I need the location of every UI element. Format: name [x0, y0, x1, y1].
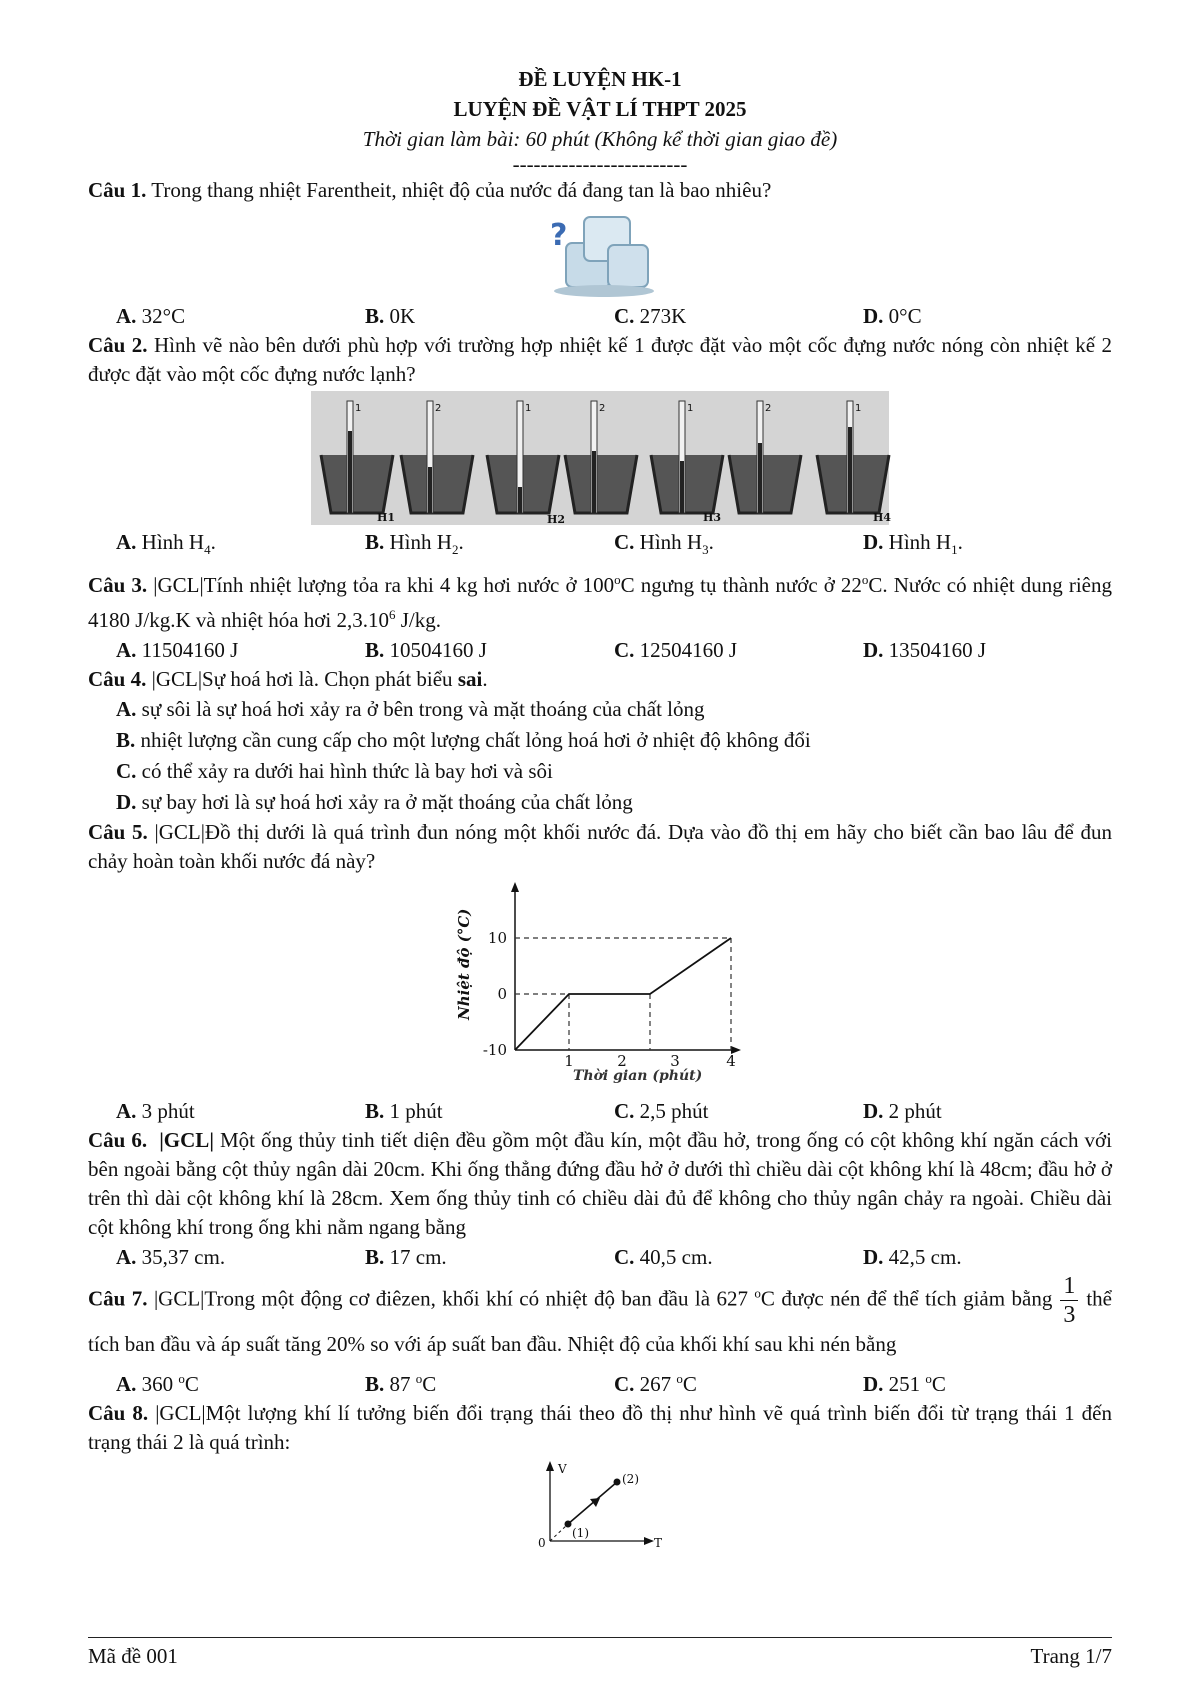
- thermo-label: 1: [525, 403, 532, 414]
- footer-divider: [88, 1637, 1112, 1638]
- option-subscript: 1: [951, 542, 958, 558]
- question-4: [88, 665, 1112, 694]
- y-axis-arrow-icon: [511, 882, 519, 892]
- option-text: sự bay hơi là sự hoá hơi xảy ra ở mặt thoáng của chất lỏng: [136, 790, 633, 815]
- option-label: C.: [614, 530, 635, 554]
- question-text: Một ống thủy tinh tiết diện đều gồm một đầu kín, một đầu hở, trong ống có cột không khí ngăn cách với bên ngoài bằng cột thủy ngân dài 20cm. Khi ống thẳng đứng đầu hở ở dưới thì chiều dài cột không khí là 48cm; đầu hở ở trên thì dài cột không khí là 28cm. Xem ống thủy tinh có chiều dài đủ để không cho thủy ngân chảy ra ngoài. Chiều dài cột không khí trong ống khi nằm ngang bằng: [88, 1128, 1112, 1240]
- option-end: .: [210, 530, 216, 554]
- exam-title: ĐỀ LUYỆN HK-1: [518, 67, 682, 91]
- option-text: sự sôi là sự hoá hơi xảy ra ở bên trong và mặt thoáng của chất lỏng: [136, 697, 705, 722]
- option-label: B.: [365, 1099, 385, 1124]
- option-text: 267: [634, 1372, 677, 1397]
- option-text: 251: [883, 1372, 926, 1397]
- question-number: Câu 3.: [88, 573, 148, 598]
- option-label: A.: [116, 304, 137, 328]
- vt-graph-figure: [88, 1461, 1112, 1551]
- option-label: B.: [365, 1372, 385, 1397]
- question-2: [88, 331, 1112, 389]
- option-label: D.: [863, 1372, 884, 1397]
- svg-text:?: ?: [550, 218, 568, 253]
- option-text: 1 phút: [384, 1099, 443, 1124]
- option-label: B.: [365, 530, 385, 554]
- exam-time: Thời gian làm bài: 60 phút (Không kể thời gian giao đề): [362, 127, 838, 151]
- state-label-1: (1): [572, 1526, 589, 1541]
- thermo-label: 1: [855, 403, 862, 414]
- question-text: |GCL|Sự hoá hơi là. Chọn phát biểu: [146, 667, 458, 692]
- option-c[interactable]: [614, 1096, 863, 1126]
- page-number: Trang 1/7: [1030, 1644, 1112, 1668]
- question-7: [88, 1272, 1112, 1360]
- option-text: 0K: [384, 304, 416, 328]
- option-d[interactable]: [863, 1364, 1112, 1399]
- question-8: [88, 1399, 1112, 1457]
- option-c[interactable]: [614, 1364, 863, 1399]
- vt-graph: [530, 1461, 670, 1551]
- option-d[interactable]: [863, 635, 1112, 665]
- fraction: [1060, 1272, 1078, 1329]
- superscript: o: [614, 572, 621, 588]
- question-3: [88, 565, 1112, 635]
- y-tick-label: -10: [482, 1041, 507, 1060]
- option-label: D.: [863, 530, 884, 554]
- y-tick-label: 10: [487, 929, 507, 948]
- option-label: D.: [863, 1099, 884, 1124]
- option-end: C: [422, 1372, 437, 1397]
- question-5: [88, 818, 1112, 876]
- option-label: C.: [614, 1372, 635, 1397]
- question-6: [88, 1126, 1112, 1242]
- thermo-label: 1: [687, 403, 694, 414]
- question-number: Câu 7.: [88, 1286, 148, 1311]
- question-1: [88, 176, 1112, 205]
- x-tick-label: 4: [726, 1052, 736, 1071]
- exam-header: [88, 64, 1112, 174]
- option-c[interactable]: [614, 635, 863, 665]
- heating-graph-figure: [88, 880, 1112, 1096]
- option-label: A.: [116, 697, 137, 722]
- option-end: C: [931, 1372, 946, 1397]
- option-a[interactable]: [116, 1096, 365, 1126]
- header-divider: -------------------------: [512, 152, 688, 176]
- option-b[interactable]: [365, 527, 614, 565]
- option-b[interactable]: [365, 1364, 614, 1399]
- question-text: J/kg.: [395, 608, 442, 633]
- option-text: 13504160 J: [883, 638, 987, 663]
- superscript: o: [676, 1371, 683, 1387]
- figure-label-h2: H2: [547, 513, 566, 526]
- question-text: Hình vẽ nào bên dưới phù hợp với trường hợp nhiệt kế 1 được đặt vào một cốc đựng nước nóng còn nhiệt kế 2 được đặt vào một cốc đựng nước lạnh?: [88, 333, 1112, 386]
- option-label: D.: [116, 790, 137, 815]
- option-end: .: [957, 530, 963, 554]
- option-a[interactable]: [116, 1364, 365, 1399]
- state-point-1: [565, 1521, 572, 1528]
- option-label: A.: [116, 1245, 137, 1270]
- temperature-series-line: [515, 938, 731, 1050]
- option-text: có thể xảy ra dưới hai hình thức là bay hơi và sôi: [136, 759, 553, 784]
- option-text: 17 cm.: [384, 1245, 447, 1270]
- thermo-label: 2: [435, 403, 442, 414]
- question-3-options: [88, 635, 1112, 665]
- extension-line: [550, 1524, 568, 1541]
- fraction-denominator: 3: [1063, 1302, 1076, 1329]
- heating-graph: [455, 880, 745, 1096]
- superscript: o: [754, 1285, 761, 1301]
- option-text: 11504160 J: [136, 638, 239, 663]
- option-b[interactable]: [116, 725, 1112, 756]
- question-emphasis: sai: [457, 667, 483, 692]
- direction-arrow-icon: [590, 1498, 600, 1507]
- superscript: o: [861, 572, 869, 588]
- question-text: C ngưng tụ thành nước ở 22: [620, 573, 862, 598]
- question-text: .: [482, 667, 488, 692]
- option-subscript: 2: [451, 542, 459, 558]
- option-label: C.: [614, 638, 635, 663]
- option-b[interactable]: [365, 635, 614, 665]
- option-c[interactable]: [614, 1242, 863, 1272]
- superscript: o: [925, 1371, 932, 1387]
- question-text: thể tích ban đầu và áp suất tăng 20% so với áp suất ban đầu. Nhiệt độ của khối khí sau khi nén bằng: [88, 1286, 1112, 1357]
- option-a[interactable]: [116, 527, 365, 565]
- t-axis-arrow-icon: [644, 1537, 654, 1545]
- option-label: A.: [116, 1099, 137, 1124]
- option-d[interactable]: [863, 1096, 1112, 1126]
- option-text: 273K: [634, 304, 687, 328]
- option-label: C.: [614, 1245, 635, 1270]
- option-text: Hình H: [136, 530, 205, 554]
- state-label-2: (2): [622, 1472, 639, 1487]
- option-label: A.: [116, 1372, 137, 1397]
- option-label: C.: [614, 304, 635, 328]
- fraction-numerator: 1: [1060, 1272, 1078, 1301]
- option-label: B.: [365, 1245, 385, 1270]
- ice-cube-question-icon: [544, 209, 656, 299]
- option-label: D.: [863, 1245, 884, 1270]
- y-tick-label: 0: [497, 985, 507, 1004]
- option-end: .: [708, 530, 714, 554]
- option-text: 40,5 cm.: [634, 1245, 713, 1270]
- superscript: o: [178, 1371, 185, 1387]
- option-text: 42,5 cm.: [883, 1245, 962, 1270]
- option-text: 32°C: [136, 304, 186, 328]
- option-text: 2,5 phút: [634, 1099, 709, 1124]
- question-text: C được nén để thể tích giảm bằng: [760, 1286, 1053, 1311]
- option-b[interactable]: [365, 301, 614, 331]
- option-c[interactable]: [116, 756, 1112, 787]
- option-end: .: [458, 530, 464, 554]
- x-axis-label: Thời gian (phút): [573, 1068, 703, 1085]
- y-axis-label: Nhiệt độ (°C): [455, 908, 473, 1021]
- option-d[interactable]: [116, 787, 1112, 818]
- process-line: [568, 1482, 617, 1524]
- figure-label-h1: H1: [377, 511, 396, 524]
- option-label: A.: [116, 530, 137, 554]
- option-label: D.: [863, 638, 884, 663]
- thermo-label: 2: [599, 403, 606, 414]
- option-end: C: [184, 1372, 199, 1397]
- option-a[interactable]: [116, 1242, 365, 1272]
- question-number: Câu 8.: [88, 1401, 149, 1426]
- figure-label-h3: H3: [703, 511, 722, 524]
- question-6-options: [88, 1242, 1112, 1272]
- option-b[interactable]: [365, 1096, 614, 1126]
- thermometer-figure: [88, 391, 1112, 525]
- option-a[interactable]: [116, 635, 365, 665]
- option-text: 3 phút: [136, 1099, 195, 1124]
- thermo-label: 1: [355, 403, 362, 414]
- ice-figure: [88, 209, 1112, 301]
- exam-page: [88, 64, 1112, 1551]
- t-axis-label: T: [654, 1536, 663, 1551]
- x-tick-label: 1: [564, 1052, 574, 1071]
- option-text: 360: [136, 1372, 179, 1397]
- option-text: 12504160 J: [634, 638, 738, 663]
- question-text: |GCL|Tính nhiệt lượng tỏa ra khi 4 kg hơi nước ở 100: [147, 573, 615, 598]
- option-label: A.: [116, 638, 137, 663]
- question-text: |GCL|Đồ thị dưới là quá trình đun nóng một khối nước đá. Dựa vào đồ thị em hãy cho biết cần bao lâu để đun chảy hoàn toàn khối nước đá này?: [88, 820, 1112, 874]
- question-1-options: [88, 301, 1112, 331]
- question-text: C. Nước có nhiệt dung riêng 4180 J/kg.K và nhiệt hóa hơi 2,3.10: [88, 573, 1112, 633]
- option-c[interactable]: [614, 301, 863, 331]
- option-a[interactable]: [116, 694, 1112, 725]
- question-number: Câu 5.: [88, 820, 148, 845]
- question-2-options: [88, 527, 1112, 565]
- option-label: B.: [116, 728, 136, 753]
- question-text: |GCL|Một lượng khí lí tưởng biến đổi trạng thái theo đồ thị như hình vẽ quá trình biến đổi từ trạng thái 1 đến trạng thái 2 là quá trình:: [88, 1401, 1112, 1455]
- option-label: B.: [365, 638, 385, 663]
- option-text: 87: [384, 1372, 416, 1397]
- option-text: Hình H: [634, 530, 703, 554]
- option-label: B.: [365, 304, 385, 328]
- option-text: nhiệt lượng cần cung cấp cho một lượng chất lỏng hoá hơi ở nhiệt độ không đổi: [135, 728, 811, 753]
- question-7-options: [88, 1364, 1112, 1399]
- exam-code: Mã đề 001: [88, 1644, 178, 1668]
- question-4-options: [88, 694, 1112, 818]
- state-point-2: [614, 1479, 621, 1486]
- option-text: Hình H: [384, 530, 452, 554]
- origin-label: 0: [538, 1536, 546, 1551]
- x-tick-label: 2: [617, 1052, 627, 1071]
- option-d[interactable]: [863, 527, 1112, 565]
- question-number: Câu 2.: [88, 333, 148, 357]
- option-text: 2 phút: [883, 1099, 942, 1124]
- option-a[interactable]: [116, 301, 365, 331]
- option-subscript: 3: [702, 542, 709, 558]
- page-footer: [88, 1644, 1112, 1669]
- superscript: o: [415, 1371, 423, 1387]
- option-end: C: [682, 1372, 697, 1397]
- option-d[interactable]: [863, 301, 1112, 331]
- v-axis-label: V: [558, 1462, 567, 1477]
- option-subscript: 4: [204, 542, 211, 558]
- superscript: 6: [389, 607, 396, 623]
- question-5-options: [88, 1096, 1112, 1126]
- option-text: Hình H: [883, 530, 952, 554]
- option-d[interactable]: [863, 1242, 1112, 1272]
- question-text: |GCL|Trong một động cơ điêzen, khối khí có nhiệt độ ban đầu là 627: [147, 1286, 755, 1311]
- thermometer-beakers-image: [311, 391, 892, 526]
- option-text: 0°C: [883, 304, 922, 328]
- figure-label-h4: H4: [873, 511, 892, 524]
- question-number: Câu 6.: [88, 1128, 148, 1153]
- v-axis-arrow-icon: [546, 1461, 554, 1471]
- option-text: 10504160 J: [384, 638, 487, 663]
- option-text: 35,37 cm.: [136, 1245, 226, 1270]
- option-label: D.: [863, 304, 884, 328]
- option-c[interactable]: [614, 527, 863, 565]
- option-label: C.: [614, 1099, 635, 1124]
- thermo-label: 2: [765, 403, 772, 414]
- option-b[interactable]: [365, 1242, 614, 1272]
- question-number: Câu 4.: [88, 667, 147, 692]
- question-tag: |GCL|: [159, 1128, 214, 1153]
- exam-subtitle: LUYỆN ĐỀ VẬT LÍ THPT 2025: [453, 97, 747, 121]
- question-text: Trong thang nhiệt Farentheit, nhiệt độ của nước đá đang tan là bao nhiêu?: [146, 178, 772, 202]
- option-label: C.: [116, 759, 137, 784]
- question-number: Câu 1.: [88, 178, 147, 202]
- x-tick-label: 3: [670, 1052, 680, 1071]
